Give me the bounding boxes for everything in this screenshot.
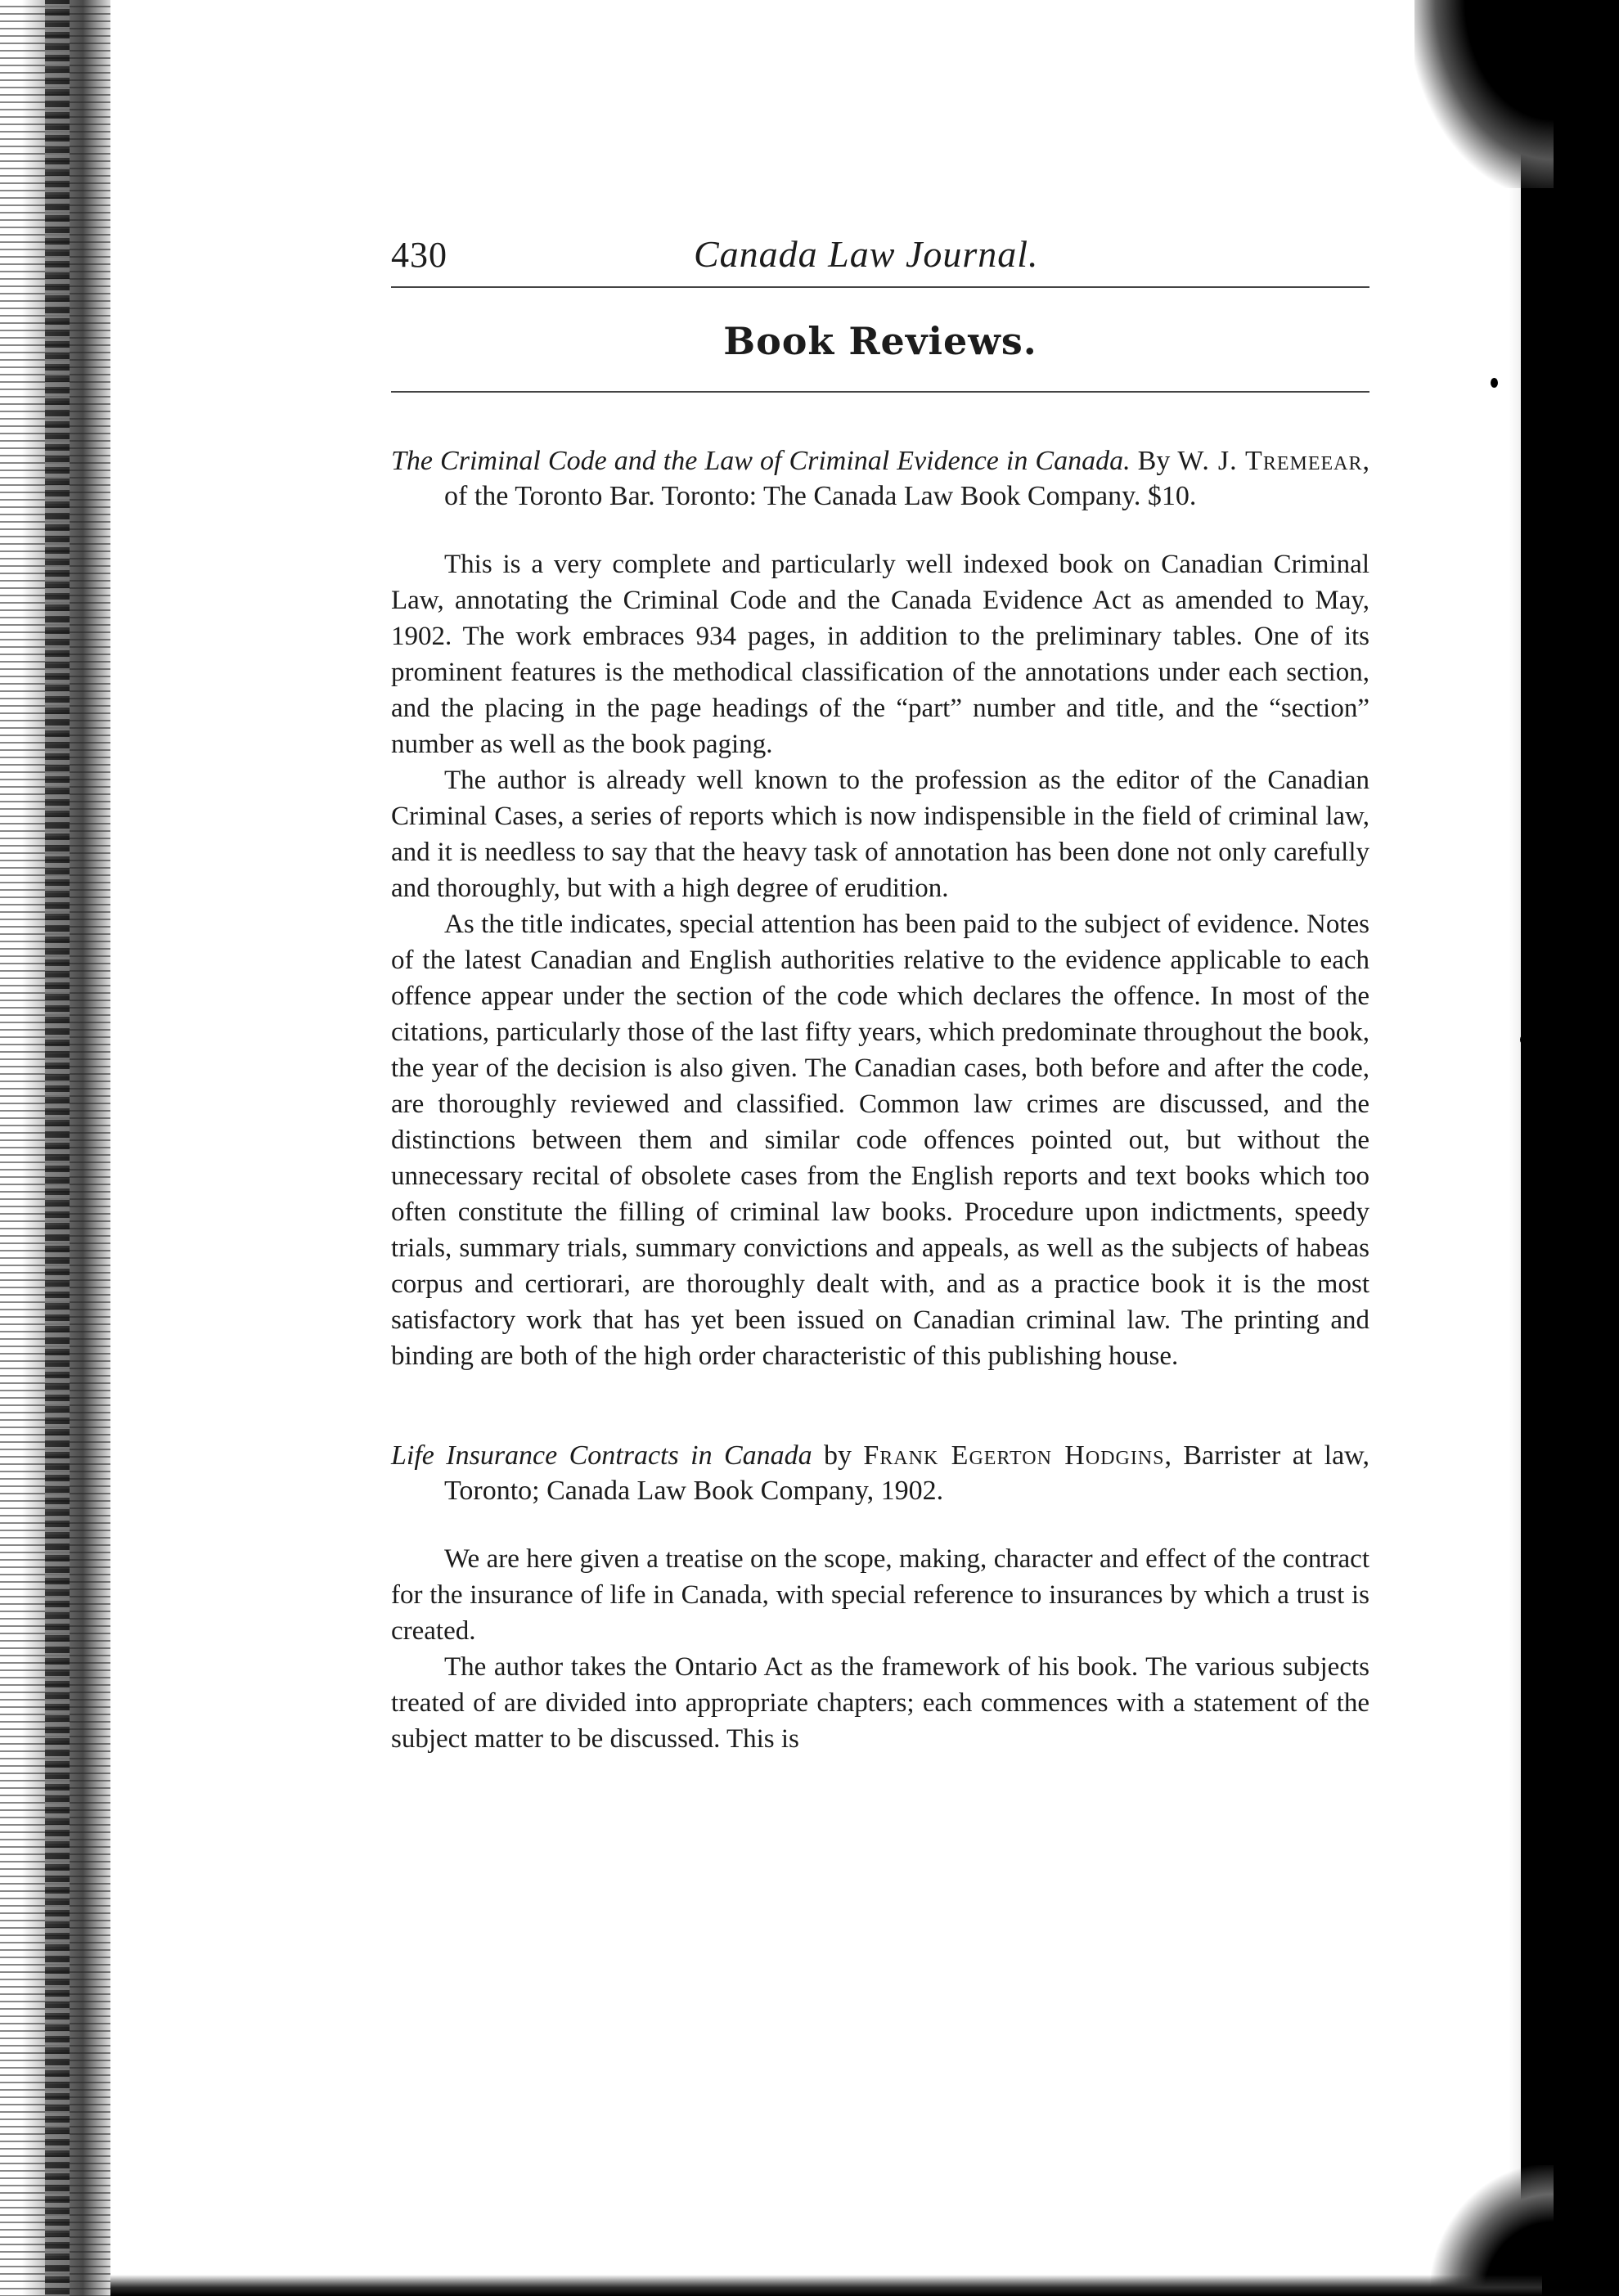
page-header [391,221,1369,286]
book-title: Life Insurance Contracts in Canada [391,1440,812,1471]
review-paragraph: As the title indicates, special attention has been paid to the subject of evidence. Notes of the latest Canadian and English authorities relative to the evidence applicable to each offence appear under the section of the code which declares the offence. In most of the citations, particularly those of the last fifty years, which predominate throughout the book, the year of the decision is also given. The Canadian cases, both before and after the code, are thoroughly reviewed and classified. Common law crimes are discussed, and the distinctions between them and similar code offences pointed out, but without the unnecessary recital of obsolete cases from the English reports and text books which too often constitute the filling of criminal law books. Procedure upon indictments, speedy trials, summary trials, summary convictions and appeals, as well as the subjects of habeas corpus and certiorari, are thoroughly dealt with, and as a practice book it is the most satisfactory work that has yet been issued on Canadian criminal law. The printing and binding are both of the high order characteristic of this publishing house. [391,910,1369,1371]
scan-speck [1520,1035,1527,1045]
review-paragraph: The author is already well known to the profession as the editor of the Canadian Criminal Cases, a series of reports which is now indispensible in the field of criminal law, and it is needless to say that the heavy task of annotation has been done not only carefully and thoroughly, but with a high degree of erudition. [391,766,1369,903]
review-paragraph: The author takes the Ontario Act as the framework of his book. The various subjects treated of are divided into appropriate chapters; each commences with a statement of the subject matter to be discussed. This is [391,1652,1369,1754]
book-title: The Criminal Code and the Law of Criminal Evidence in Canada. [391,446,1131,476]
review-criminal-code [391,443,1369,1374]
scan-speck [1491,378,1498,388]
review-body [391,1541,1369,1757]
running-title: Canada Law Journal. [694,233,1039,275]
citation-by: By [1130,446,1178,476]
document-page [391,221,1369,1757]
scan-right-edge [1521,0,1619,2296]
scan-bottom-edge [110,2275,1542,2296]
review-paragraph: This is a very complete and particularly well indexed book on Canadian Criminal Law, annotating the Criminal Code and the Canada Evidence Act as amended to May, 1902. The work embraces 934 pages, in addition to the preliminary tables. One of its prominent features is the methodical classification of the annotations under each section, and the placing in the page headings of the “part” number and title, and the “section” number as well as the book paging. [391,550,1369,759]
header-rule [391,286,1369,288]
review-life-insurance [391,1438,1369,1757]
scan-speck [1522,679,1529,689]
review-body [391,546,1369,1374]
scan-corner-top-right [1414,0,1554,188]
review-citation [391,1438,1369,1508]
citation-details: , of the Toronto Bar. Toronto: The Canada Law Book Company. $10. [444,446,1369,511]
section-rule [391,391,1369,393]
section-title: Book Reviews. [723,319,1037,363]
scan-binding-shadow [45,0,70,2296]
citation-by: by [812,1440,864,1471]
page-number: 430 [391,235,447,275]
citation-details: , Barrister at law, Toronto; Canada Law Book Company, 1902. [444,1440,1370,1506]
book-author: Frank Egerton Hodgins [863,1440,1165,1471]
review-paragraph: We are here given a treatise on the scope, making, character and effect of the contract for the insurance of life in Canada, with special reference to insurances by which a trust is created. [391,1544,1369,1646]
book-author: W. J. Tremeear [1177,446,1363,476]
review-citation [391,443,1369,514]
